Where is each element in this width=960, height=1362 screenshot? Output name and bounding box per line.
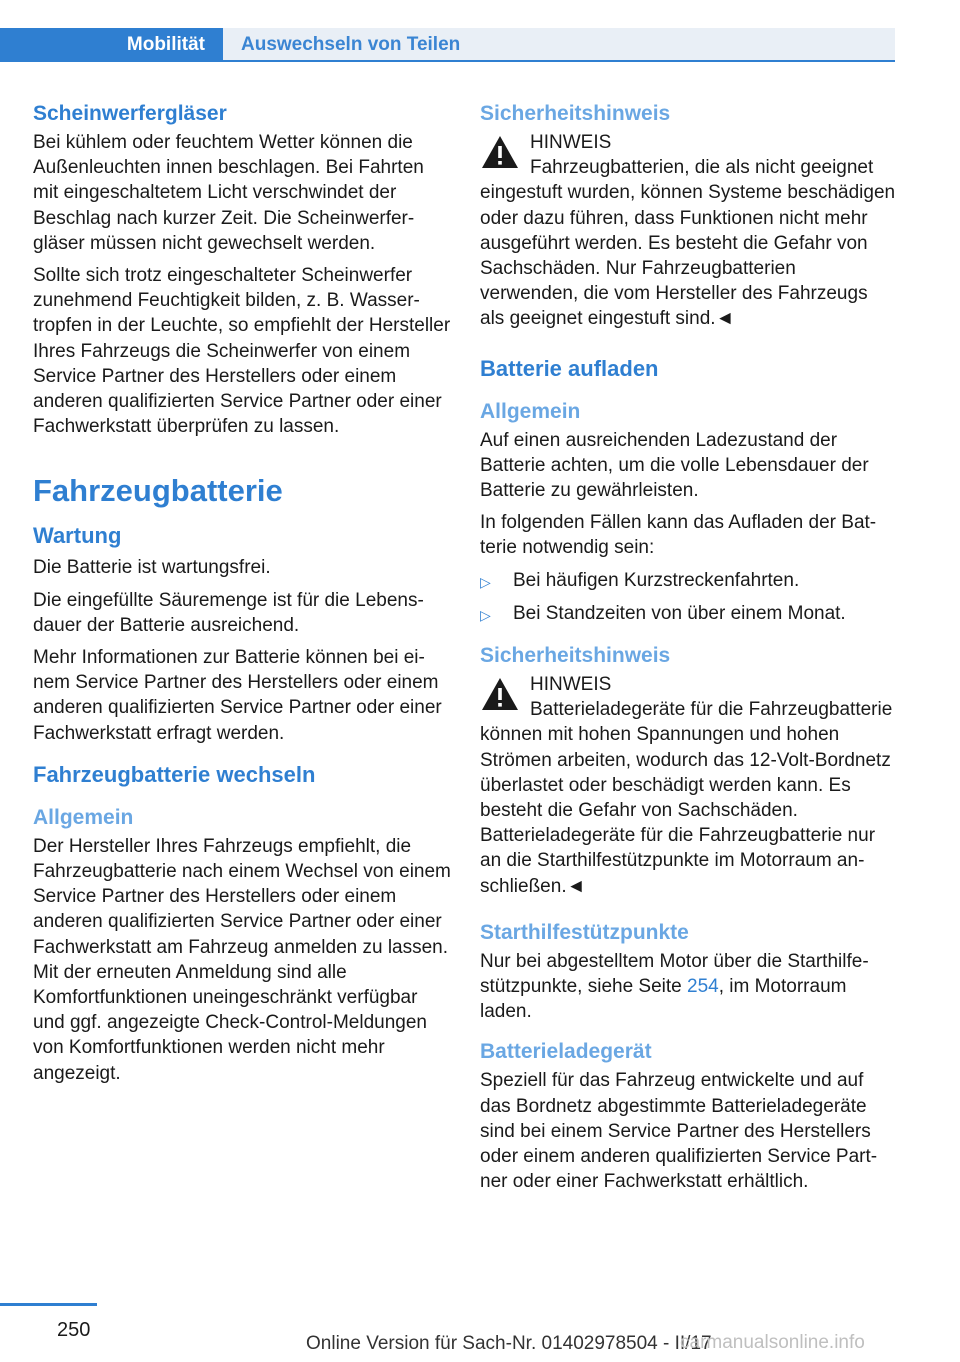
jump-start-heading: Starthilfestützpunkte <box>480 920 689 944</box>
tab-mobilitaet[interactable]: Mobilität <box>0 28 223 62</box>
online-version-text: Online Version für Sach-Nr. 01402978504 - II/17 <box>306 1333 712 1354</box>
headlamp-heading: Scheinwerfergläser <box>33 102 227 125</box>
list-item <box>480 568 896 595</box>
charge-heading: Batterie aufladen <box>480 355 659 381</box>
maintenance-paragraph-1: Die Batterie ist wartungsfrei. <box>33 557 271 579</box>
charge-paragraph-2: In folgenden Fällen kann das Aufladen der Batterie notwendig sein: <box>480 512 877 559</box>
page-link-254[interactable]: 254 <box>687 976 719 998</box>
maintenance-paragraph-3: Mehr Informationen zur Batterie können bei einem Service Partner des Herstellers oder einem anderen qualifizierten Service Partner oder einer Fachwerkstatt erfragt werden. <box>33 647 442 744</box>
maintenance-heading: Wartung <box>33 523 122 549</box>
battery-change-general-heading: Allgemein <box>33 805 134 829</box>
watermark: carmanualsonline.info <box>680 1332 865 1353</box>
tab-auswechseln-von-teilen[interactable]: Auswechseln von Teilen <box>223 28 895 62</box>
headlamp-paragraph-2: Sollte sich trotz eingeschalteter Scheinwerfer zunehmend Feuchtigkeit bilden, z. B. Wassertropfen in der Leuchte, so empfiehlt der Hersteller Ihres Fahrzeugs die Scheinwerfer von einem Service Partner des Herstellers oder einem anderen qualifizierten Service Partner oder einer Fachwerkstatt überprüfen zu lassen. <box>33 265 451 438</box>
headlamp-paragraph-1: Bei kühlem oder feuchtem Wetter können die Außenleuchten innen beschlagen. Bei Fahrten mit eingeschaltetem Licht verschwindet der Beschlag nach kurzer Zeit. Die Scheinwerfergläser müssen nicht gewechselt werden. <box>33 132 424 254</box>
left-column <box>33 100 451 1093</box>
safety-note-2 <box>480 672 896 899</box>
battery-chapter-title: Fahrzeugbatterie <box>33 473 283 509</box>
bullet-triangle-icon: ▷ <box>480 606 491 623</box>
page-number: 250 <box>57 1319 91 1341</box>
jump-start-text-b: , im Motorraum laden. <box>480 976 847 1023</box>
bullet-text-2: Bei Standzeiten von über einem Monat. <box>513 602 846 624</box>
warning-triangle-icon <box>480 134 520 170</box>
bullet-text-1: Bei häufigen Kurzstreckenfahrten. <box>513 569 800 591</box>
charger-heading: Batterieladegerät <box>480 1040 652 1064</box>
right-column <box>480 100 896 1202</box>
page-header <box>0 0 895 62</box>
list-item <box>480 601 896 628</box>
jump-start-paragraph <box>480 949 896 1025</box>
safety-note-1-text: Fahrzeugbatterien, die als nicht geeignet eingestuft wurden, können Systeme beschädigen oder dazu führen, dass Funktionen nicht mehr ausgeführt werden. Es besteht die Gefahr von Sachschäden. Nur Fahrzeugbatterien verwenden, die vom Hersteller des Fahrzeugs als geeignet eingestuft sind.◄ <box>480 157 896 330</box>
charge-paragraph-1: Auf einen ausreichenden Ladezustand der Batterie achten, um die volle Lebensdauer der Batterie zu gewährleisten. <box>480 429 869 502</box>
safety-note-1-label: HINWEIS <box>530 132 612 153</box>
jump-start-text-a: Nur bei abgestelltem Motor über die Starthilfestützpunkte, siehe Seite <box>480 950 869 998</box>
charger-paragraph: Speziell für das Fahrzeug entwickelte und auf das Bordnetz abgestimmte Batterieladegeräte sind bei einem Service Partner des Herstellers oder einem anderen qualifizierten Service Partner oder einer Fachwerkstatt erhältlich. <box>480 1070 878 1193</box>
charge-general-heading: Allgemein <box>480 399 581 423</box>
safety-note-1 <box>480 130 896 332</box>
safety-note-2-text: Batterieladegeräte für die Fahrzeugbatterie können mit hohen Spannungen und hohen Strömen arbeiten, wodurch das 12-Volt-Bordnetz überlastet oder beschädigt werden kann. Es besteht die Gefahr von Sachschäden. Batterieladegeräte für die Fahrzeugbatterie nur an die Starthilfestützpunkte im Motorraum anschließen.◄ <box>480 699 893 897</box>
safety-heading-2: Sicherheitshinweis <box>480 644 671 668</box>
battery-change-heading: Fahrzeugbatterie wechseln <box>33 761 316 787</box>
warning-triangle-icon <box>480 676 520 712</box>
header-divider <box>223 60 895 62</box>
maintenance-paragraph-2: Die eingefüllte Säuremenge ist für die Lebensdauer der Batterie ausreichend. <box>33 589 424 636</box>
footer-divider <box>0 1303 97 1306</box>
battery-change-paragraph: Der Hersteller Ihres Fahrzeugs empfiehlt, die Fahrzeugbatterie nach einem Wechsel von einem Service Partner des Herstellers oder einem anderen qualifizierten Service Partner oder einer Fachwerkstatt am Fahrzeug anmelden zu lassen. Mit der erneuten Anmeldung sind alle Komfortfunktionen uneingeschränkt verfügbar und ggf. angezeigte Check-Control-Meldungen von Komfortfunktionen werden nicht mehr angezeigt. <box>33 835 451 1084</box>
safety-note-2-label: HINWEIS <box>530 674 612 696</box>
bullet-triangle-icon: ▷ <box>480 573 491 590</box>
safety-heading-1: Sicherheitshinweis <box>480 102 671 125</box>
